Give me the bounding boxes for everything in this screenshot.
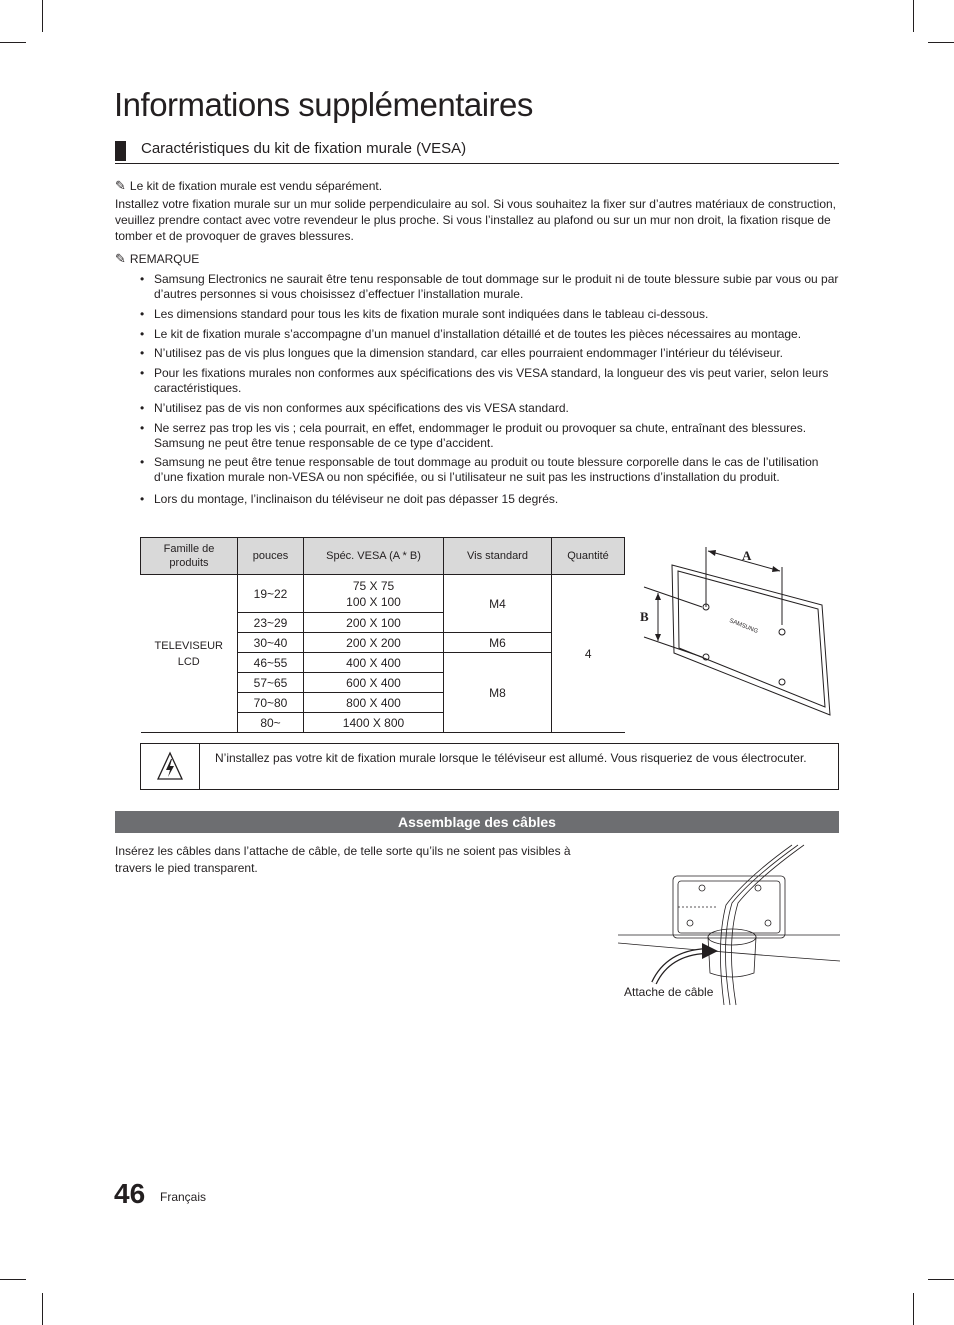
vesa-cell: 200 X 200 xyxy=(304,633,444,653)
screw-cell: M6 xyxy=(444,633,552,653)
screw-hole xyxy=(765,920,771,926)
crop-mark xyxy=(42,0,43,32)
list-item: • Pour les fixations murales non conformes aux spécifications des vis VESA standard, la longueur des vis peut varier, selon leurs caractéristiques. xyxy=(140,366,840,396)
stand-curve xyxy=(618,943,840,961)
vesa-cell: 600 X 400 xyxy=(304,673,444,693)
arrow-head xyxy=(655,593,661,600)
cable xyxy=(725,845,798,1005)
inches-cell: 80~ xyxy=(238,713,304,733)
inches-cell: 19~22 xyxy=(238,575,304,613)
crop-mark xyxy=(0,1279,26,1280)
list-item: • Le kit de fixation murale s’accompagne d’un manuel d’installation détaillé et de toutes les pièces nécessaires au montage. xyxy=(140,327,840,342)
arrow-head xyxy=(708,550,716,556)
inches-cell: 30~40 xyxy=(238,633,304,653)
column-header: pouces xyxy=(238,538,304,575)
brand-logo: SAMSUNG xyxy=(728,618,759,635)
inches-cell: 23~29 xyxy=(238,613,304,633)
remarque-label: REMARQUE xyxy=(129,252,200,266)
arrow-head xyxy=(772,566,780,572)
table-header-row xyxy=(141,538,625,575)
remarque-heading xyxy=(115,251,199,268)
stand-plate-inner xyxy=(678,881,780,933)
crop-mark xyxy=(913,1293,914,1325)
pencil-icon: ✎ xyxy=(115,252,126,267)
list-item: • Lors du montage, l’inclinaison du téléviseur ne doit pas dépasser 15 degrés. xyxy=(140,492,840,507)
list-item: • N’utilisez pas de vis plus longues que la dimension standard, car elles pourraient endommager l’intérieur du téléviseur. xyxy=(140,346,840,361)
page-number: 46 xyxy=(114,1178,146,1209)
vesa-table xyxy=(140,537,625,733)
vesa-cell: 1400 X 800 xyxy=(304,713,444,733)
cable xyxy=(720,845,792,1005)
crop-mark xyxy=(913,0,914,32)
intro-note xyxy=(115,178,382,195)
warning-box xyxy=(140,743,839,790)
vesa-cell: 800 X 400 xyxy=(304,693,444,713)
column-header: Famille de produits xyxy=(141,538,238,575)
label-a: A xyxy=(742,548,752,563)
section-heading-text: Caractéristiques du kit de fixation murale (VESA) xyxy=(141,140,467,157)
cable-section-heading: Assemblage des câbles xyxy=(115,811,839,833)
quantity-cell: 4 xyxy=(552,575,625,733)
crop-mark xyxy=(928,42,954,43)
heading-marker xyxy=(115,141,126,161)
inches-cell: 70~80 xyxy=(238,693,304,713)
electric-warning-icon xyxy=(141,744,199,789)
inches-cell: 57~65 xyxy=(238,673,304,693)
tv-inner-outline xyxy=(678,571,825,707)
list-item: • Samsung ne peut être tenue responsable de tout dommage au produit ou toute blessure corporelle dans le cas de l’utilisation d’une fixation murale non-VESA ou non spécifiée, ou si l’utilisateur ne suit pas les instructions d’installation du produit. xyxy=(140,455,840,485)
inches-cell: 46~55 xyxy=(238,653,304,673)
vesa-value: 100 X 100 xyxy=(346,594,401,609)
tv-body-outline xyxy=(672,565,830,715)
screw-cell: M8 xyxy=(444,653,552,733)
tv-back-diagram xyxy=(632,535,837,725)
cable-tie-diagram xyxy=(618,843,840,1008)
list-item: • Ne serrez pas trop les vis ; cela pourrait, en effet, endommager le produit ou provoquer sa chute, entraînant des blessures. Samsung ne peut être tenue responsable de ce type d’accident. xyxy=(140,421,840,451)
list-item: • N’utilisez pas de vis non conformes aux spécifications des vis VESA standard. xyxy=(140,401,840,416)
table-row xyxy=(141,575,625,613)
column-header: Quantité xyxy=(552,538,625,575)
column-header: Spéc. VESA (A * B) xyxy=(304,538,444,575)
pencil-icon: ✎ xyxy=(115,179,126,194)
screw-hole xyxy=(779,679,785,685)
vesa-cell xyxy=(304,575,444,613)
remarque-list xyxy=(140,272,840,507)
screw-hole xyxy=(755,885,761,891)
arrow-head xyxy=(655,634,661,641)
screw-cell: M4 xyxy=(444,575,552,633)
vesa-cell: 200 X 100 xyxy=(304,613,444,633)
arrow-head xyxy=(702,943,718,959)
warning-icon-cell xyxy=(141,744,200,789)
product-family-cell: TELEVISEUR LCD xyxy=(141,575,238,733)
list-item: • Les dimensions standard pour tous les kits de fixation murale sont indiquées dans le tableau ci-dessous. xyxy=(140,307,840,322)
intro-note-text: Le kit de fixation murale est vendu séparément. xyxy=(129,179,383,193)
cable xyxy=(731,845,804,1005)
column-header: Vis standard xyxy=(444,538,552,575)
crop-mark xyxy=(928,1279,954,1280)
intro-paragraph: Installez votre fixation murale sur un mur solide perpendiculaire au sol. Si vous souhaitez la fixer sur d’autres matériaux de construction, veuillez prendre contact avec votre revendeur le plus proche. Si vous l’installez au plafond ou sur un mur non droit, la fixation risque de tomber et de provoquer de graves blessures. xyxy=(115,197,837,243)
screw-hole xyxy=(699,885,705,891)
vesa-cell: 400 X 400 xyxy=(304,653,444,673)
label-b: B xyxy=(640,609,649,624)
crop-mark xyxy=(42,1293,43,1325)
screw-hole xyxy=(779,629,785,635)
page-title: Informations supplémentaires xyxy=(114,86,533,123)
vesa-value: 75 X 75 xyxy=(352,578,395,593)
warning-text: N’installez pas votre kit de fixation murale lorsque le téléviseur est allumé. Vous risqueriez de vous électrocuter. xyxy=(215,751,807,765)
cable-tie-label: Attache de câble xyxy=(624,985,714,999)
crop-mark xyxy=(0,42,26,43)
list-item: • Samsung Electronics ne saurait être tenu responsable de tout dommage sur le produit ni de toute blessure subie par vous ou par d’autres personnes si vous choisissez d’effectuer l’installation murale. xyxy=(140,272,840,302)
dimension-line xyxy=(644,637,702,657)
page-language: Français xyxy=(160,1190,207,1204)
screw-hole xyxy=(687,920,693,926)
section-heading xyxy=(115,139,839,164)
cable-paragraph: Insérez les câbles dans l’attache de câble, de telle sorte qu’ils ne soient pas visibles à travers le pied transparent. xyxy=(115,844,571,875)
